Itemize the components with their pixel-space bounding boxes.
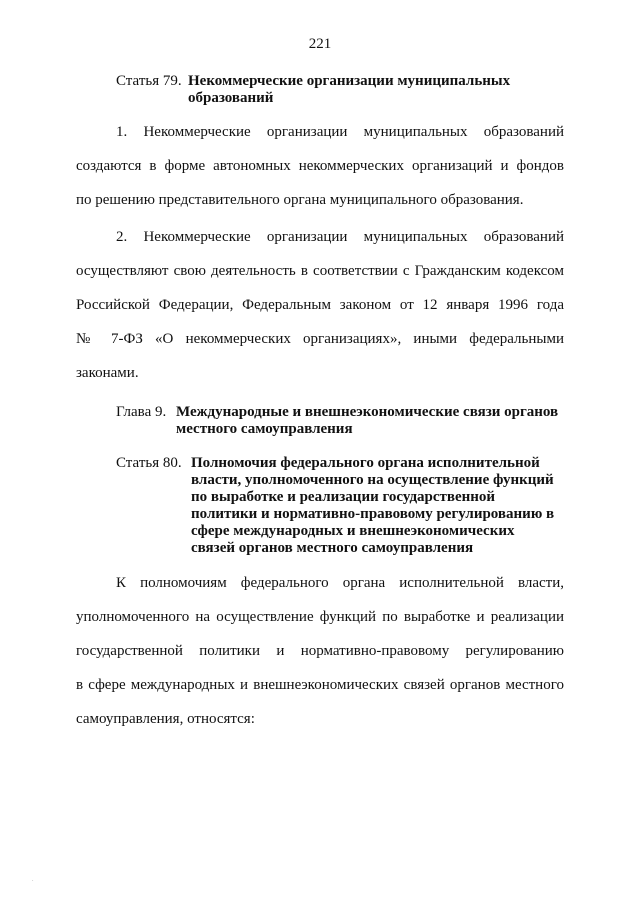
article-80-title-line: политики и нормативно-правовому регулированию в <box>191 506 555 522</box>
text-line: самоуправления, относятся: <box>76 711 255 727</box>
article-79-title-line: Некоммерческие организации муниципальных <box>188 73 511 89</box>
text-line: № 7-ФЗ «О некоммерческих организациях», иными федеральными <box>76 331 564 347</box>
article-80-title-line: власти, уполномоченного на осуществление функций <box>191 472 554 488</box>
scan-mark: . <box>32 877 34 883</box>
article-80-heading <box>116 455 576 557</box>
text-line: Российской Федерации, Федеральным законом от 12 января 1996 года <box>76 297 564 313</box>
article-80-title <box>191 455 554 557</box>
paragraph-79-2 <box>76 220 564 390</box>
text-line: осуществляют свою деятельность в соответствии с Гражданским кодексом <box>76 263 564 279</box>
text-line: 1. Некоммерческие организации муниципальных образований <box>116 124 564 140</box>
article-80-title-line: по выработке и реализации государственной <box>191 489 496 505</box>
text-line: К полномочиям федерального органа исполнительной власти, <box>116 575 564 591</box>
text-line: законами. <box>76 365 139 381</box>
chapter-9-label: Глава 9. <box>116 404 167 420</box>
article-80-title-line: сфере международных и внешнеэкономических <box>191 523 515 539</box>
paragraph-80 <box>76 566 564 736</box>
text-line: по решению представительного органа муниципального образования. <box>76 192 524 208</box>
chapter-9-heading <box>116 404 576 438</box>
article-80-title-line: Полномочия федерального органа исполнительной <box>191 455 540 471</box>
article-80-label: Статья 80. <box>116 455 182 471</box>
chapter-9-title <box>176 404 558 438</box>
text-line: государственной политики и нормативно-правовому регулированию <box>76 643 564 659</box>
chapter-9-title-line: Международные и внешнеэкономические связи органов <box>176 404 559 420</box>
text-line: в сфере международных и внешнеэкономических связей органов местного <box>76 677 564 693</box>
article-80-title-line: связей органов местного самоуправления <box>191 540 474 556</box>
article-79-heading <box>116 73 556 107</box>
chapter-9-title-line: местного самоуправления <box>176 421 353 437</box>
page-number: 221 <box>308 36 332 52</box>
text-line: 2. Некоммерческие организации муниципальных образований <box>116 229 564 245</box>
paragraph-79-1 <box>76 115 564 217</box>
text-line: уполномоченного на осуществление функций по выработке и реализации <box>76 609 564 625</box>
article-79-title <box>188 73 510 107</box>
text-line: создаются в форме автономных некоммерческих организаций и фондов <box>76 158 564 174</box>
article-79-title-line: образований <box>188 90 274 106</box>
article-79-label: Статья 79. <box>116 73 182 89</box>
